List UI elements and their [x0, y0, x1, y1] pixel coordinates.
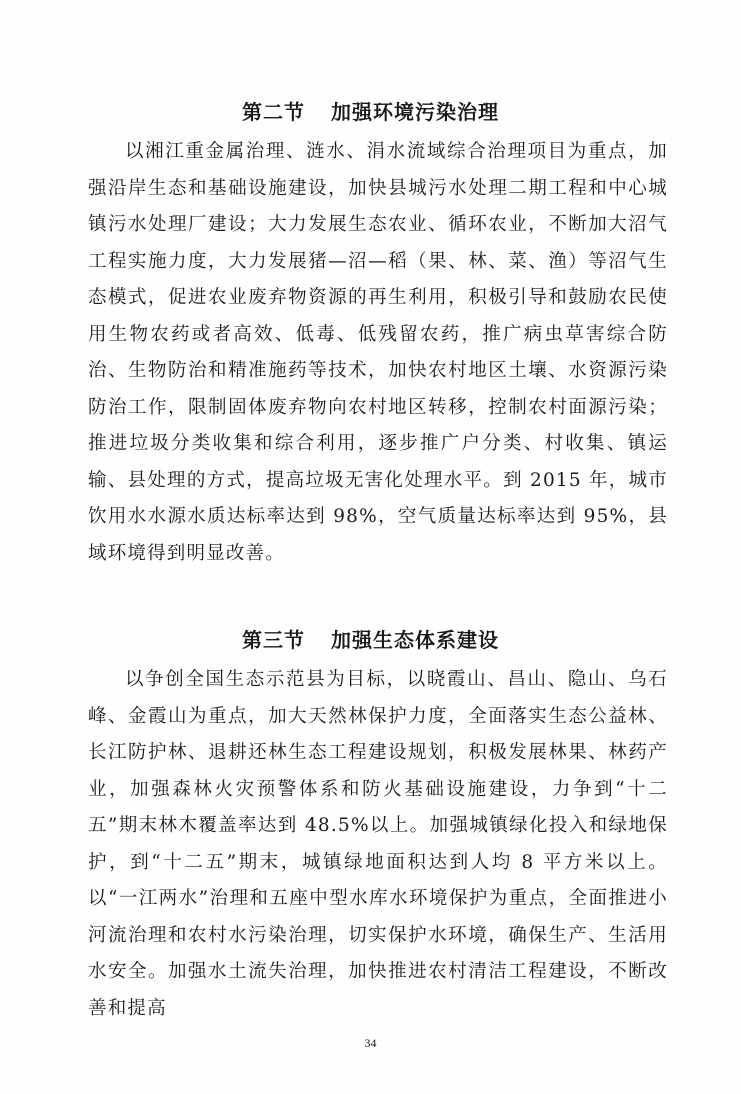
page-number: 34	[364, 1036, 377, 1050]
section-number: 第三节	[242, 628, 305, 652]
section-title: 加强生态体系建设	[331, 628, 499, 652]
section-body-paragraph: 以争创全国生态示范县为目标，以晓霞山、昌山、隐山、乌石峰、金霞山为重点，加大天然林保护力度，全面落实生态公益林、长江防护林、退耕还林生态工程建设规划，积极发展林果、林药产业，加强森林火灾预警体系和防火基础设施建设，力争到“十二五”期末林木覆盖率达到 48.5%以上。加强城镇绿化投入和绿地保护，到“十二五”期末，城镇绿地面积达到人均 8 平方米以上。以“一江两水”治理和五座中型水库水环境保护为重点，全面推进小河流治理和农村水污染治理，切实保护水环境，确保生产、生活用水安全。加强水土流失治理，加快推进农村清洁工程建设，不断改善和提高	[88, 669, 668, 1019]
section-number: 第二节	[242, 100, 305, 124]
section-body-paragraph: 以湘江重金属治理、涟水、涓水流域综合治理项目为重点，加强沿岸生态和基础设施建设，加快县城污水处理二期工程和中心城镇污水处理厂建设；大力发展生态农业、循环农业，不断加大沼气工程实施力度，大力发展猪—沼—稻（果、林、菜、渔）等沼气生态模式，促进农业废弃物资源的再生利用，积极引导和鼓励农民使用生物农药或者高效、低毒、低残留农药，推广病虫草害综合防治、生物防治和精准施药等技术，加快农村地区土壤、水资源污染防治工作，限制固体废弃物向农村地区转移，控制农村面源污染；推进垃圾分类收集和综合利用，逐步推广户分类、村收集、镇运输、县处理的方式，提高垃圾无害化处理水平。到 2015 年，城市饮用水水源水质达标率达到 98%，空气质量达标率达到 95%，县域环境得到明显改善。	[88, 141, 668, 564]
section-heading	[0, 96, 741, 125]
section-title: 加强环境污染治理	[331, 100, 499, 124]
section-heading	[0, 624, 741, 653]
